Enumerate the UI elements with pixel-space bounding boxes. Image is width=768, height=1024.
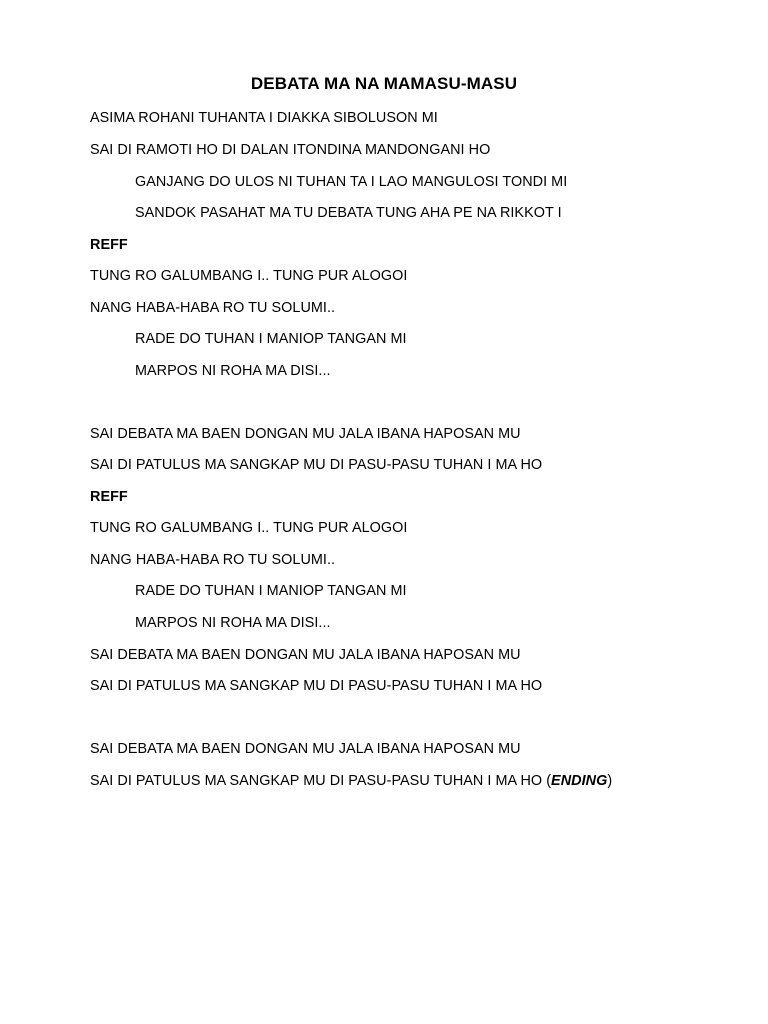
lyric-line: TUNG RO GALUMBANG I.. TUNG PUR ALOGOI — [90, 268, 408, 284]
final-lyric-line — [90, 772, 612, 790]
lyric-line: MARPOS NI ROHA MA DISI... — [135, 615, 331, 631]
lyric-line: SAI DI PATULUS MA SANGKAP MU DI PASU-PASU TUHAN I MA HO — [90, 678, 543, 694]
lyric-line: RADE DO TUHAN I MANIOP TANGAN MI — [135, 331, 407, 347]
ending-note: ENDING — [551, 773, 608, 789]
lyric-line: SAI DI RAMOTI HO DI DALAN ITONDINA MANDONGANI HO — [90, 142, 491, 158]
lyric-line: ASIMA ROHANI TUHANTA I DIAKKA SIBOLUSON MI — [90, 110, 438, 126]
lyric-line: MARPOS NI ROHA MA DISI... — [135, 363, 331, 379]
lyric-line: TUNG RO GALUMBANG I.. TUNG PUR ALOGOI — [90, 520, 408, 536]
lyric-line: RADE DO TUHAN I MANIOP TANGAN MI — [135, 583, 407, 599]
final-lyric-text: SAI DI PATULUS MA SANGKAP MU DI PASU-PASU TUHAN I MA HO ( — [90, 773, 552, 789]
lyric-line: SAI DEBATA MA BAEN DONGAN MU JALA IBANA HAPOSAN MU — [90, 647, 521, 663]
lyric-line: SAI DEBATA MA BAEN DONGAN MU JALA IBANA HAPOSAN MU — [90, 741, 521, 757]
final-lyric-close: ) — [607, 773, 613, 789]
lyric-line: NANG HABA-HABA RO TU SOLUMI.. — [90, 552, 336, 568]
lyric-line: GANJANG DO ULOS NI TUHAN TA I LAO MANGULOSI TONDI MI — [135, 174, 568, 190]
lyric-line: SAI DEBATA MA BAEN DONGAN MU JALA IBANA HAPOSAN MU — [90, 426, 521, 442]
lyric-line: SAI DI PATULUS MA SANGKAP MU DI PASU-PASU TUHAN I MA HO — [90, 457, 543, 473]
refrain-heading: REFF — [90, 489, 128, 505]
lyric-line: SANDOK PASAHAT MA TU DEBATA TUNG AHA PE NA RIKKOT I — [135, 205, 562, 221]
refrain-heading: REFF — [90, 237, 128, 253]
page-title: DEBATA MA NA MAMASU-MASU — [250, 74, 518, 93]
lyric-line: NANG HABA-HABA RO TU SOLUMI.. — [90, 300, 336, 316]
